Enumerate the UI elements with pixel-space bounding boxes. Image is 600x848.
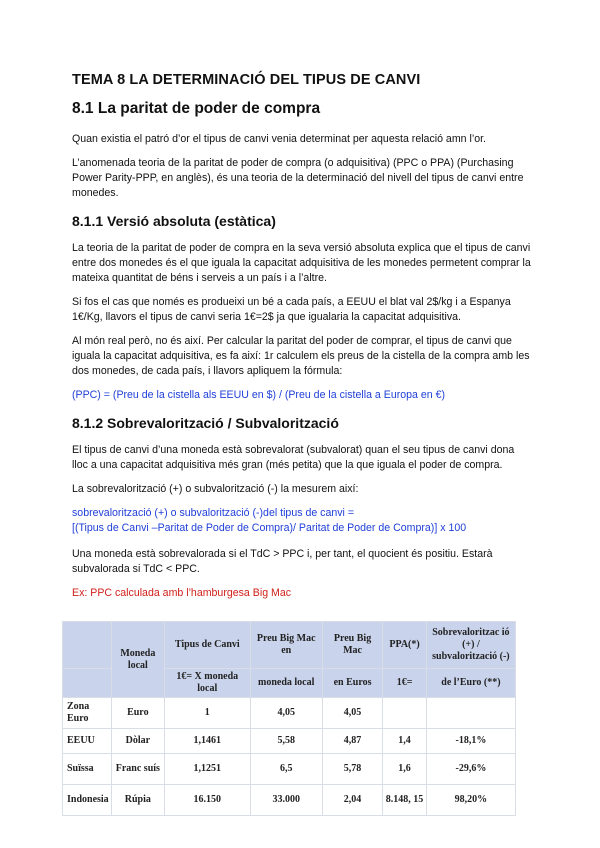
cell-preu-local: 33.000 <box>250 785 322 816</box>
paragraph-overvaluation-definition: El tipus de canvi d’una moneda està sobrevalorat (subvalorat) quan el seu tipus de canvi dona lloc a una capacitat adquisitiva més gran (més petita) que la que iguala el poder de compra. <box>72 444 515 471</box>
cell-zona: Indonesia <box>63 785 112 816</box>
header-empty <box>63 622 112 669</box>
header-tipus-canvi: Tipus de Canvi <box>164 622 250 669</box>
cell-sobre: -18,1% <box>426 729 515 754</box>
paragraph-measurement-intro: La sobrevalorització (+) o subvalorització (-) la mesurem així: <box>72 483 359 495</box>
cell-zona: EEUU <box>63 729 112 754</box>
subheader-de-euro: de l’Euro (**) <box>426 669 515 698</box>
formula-ppc: (PPC) = (Preu de la cistella als EEUU en $) / (Preu de la cistella a Europa en €) <box>72 389 446 401</box>
paragraph-overvalued-condition: Una moneda està sobrevalorada si el TdC > PPC i, per tant, el quocient és positiu. Estarà subvalorada si TdC < PPC. <box>72 548 493 575</box>
header-preu-big-mac: Preu Big Mac <box>322 622 382 669</box>
table-header-row <box>63 622 516 669</box>
paragraph-gold-standard: Quan existia el patró d’or el tipus de canvi venia determinat per aquesta relació amn l’or. <box>72 133 486 145</box>
subheader-en-euros: en Euros <box>322 669 382 698</box>
table-row <box>63 785 516 816</box>
paragraph-wheat-example: Si fos el cas que només es produeixi un bé a cada país, a EEUU el blat val 2$/kg i a Espanya 1€/Kg, llavors el tipus de canvi seria 1€=2$ ja que igualaria la capacitat adquisitiva. <box>72 296 511 323</box>
table-row <box>63 698 516 729</box>
table-row <box>63 729 516 754</box>
cell-preu-local: 6,5 <box>250 754 322 785</box>
cell-moneda: Euro <box>111 698 164 729</box>
cell-preu-local: 4,05 <box>250 698 322 729</box>
big-mac-table <box>62 621 516 816</box>
section-heading-8-1-1: 8.1.1 Versió absoluta (estàtica) <box>72 213 276 229</box>
cell-moneda: Rúpia <box>111 785 164 816</box>
document-page <box>72 72 532 610</box>
cell-moneda: Franc suís <box>111 754 164 785</box>
cell-sobre <box>426 698 515 729</box>
subheader-moneda-local: moneda local <box>250 669 322 698</box>
section-heading-8-1: 8.1 La paritat de poder de compra <box>72 100 321 117</box>
cell-preu-eur: 2,04 <box>322 785 382 816</box>
cell-moneda: Dòlar <box>111 729 164 754</box>
subheader-ppa: 1€= <box>383 669 427 698</box>
paragraph-real-world: Al món real però, no és així. Per calcular la paritat del poder de comprar, el tipus de canvi que iguala la capacitat adquisitiva, es fa així: 1r calculem els preus de la cistella de la compra amb les dos monedes, de cada país, i llavors apliquem la fórmula: <box>72 335 530 377</box>
header-sobrevaloritzacio: Sobrevaloritzac ió (+) / subvalorització (-) <box>426 622 515 669</box>
section-heading-8-1-2: 8.1.2 Sobrevalorització / Subvalorització <box>72 415 339 431</box>
cell-ppa: 1,4 <box>383 729 427 754</box>
cell-tipus: 1,1251 <box>164 754 250 785</box>
cell-preu-eur: 4,87 <box>322 729 382 754</box>
example-title: Ex: PPC calculada amb l’hamburgesa Big Mac <box>72 587 292 599</box>
formula-line-2: [(Tipus de Canvi –Paritat de Poder de Compra)/ Paritat de Poder de Compra)] x 100 <box>72 522 467 534</box>
cell-sobre: -29,6% <box>426 754 515 785</box>
cell-ppa: 8.148, 15 <box>383 785 427 816</box>
header-preu-big-mac-en: Preu Big Mac en <box>250 622 322 669</box>
cell-preu-local: 5,58 <box>250 729 322 754</box>
cell-tipus: 1,1461 <box>164 729 250 754</box>
cell-ppa: 1,6 <box>383 754 427 785</box>
header-moneda-local: Moneda local <box>111 622 164 698</box>
formula-line-1: sobrevalorització (+) o subvalorització (-)del tipus de canvi = <box>72 507 355 519</box>
cell-preu-eur: 4,05 <box>322 698 382 729</box>
header-ppa: PPA(*) <box>383 622 427 669</box>
cell-tipus: 1 <box>164 698 250 729</box>
document-title: TEMA 8 LA DETERMINACIÓ DEL TIPUS DE CANVI <box>72 72 421 88</box>
cell-sobre: 98,20% <box>426 785 515 816</box>
formula-overvaluation <box>72 506 532 536</box>
paragraph-absolute-version: La teoria de la paritat de poder de compra en la seva versió absoluta explica que el tipus de canvi entre dos monedes és el que iguala la capacitat adquisitiva de les monedes permetent comprar la mateixa quantitat de béns i serveis a un país i a l’altre. <box>72 242 531 284</box>
subheader-empty <box>63 669 112 698</box>
cell-tipus: 16.150 <box>164 785 250 816</box>
cell-preu-eur: 5,78 <box>322 754 382 785</box>
cell-zona: Zona Euro <box>63 698 112 729</box>
cell-ppa <box>383 698 427 729</box>
cell-zona: Suïssa <box>63 754 112 785</box>
paragraph-ppp-definition: L’anomenada teoria de la paritat de poder de compra (o adquisitiva) (PPC o PPA) (Purchasing Power Parity-PPP, en anglès), és una teoria de la determinació del nivell del tipus de canvi entre monedes. <box>72 157 524 199</box>
table-row <box>63 754 516 785</box>
subheader-tipus-canvi: 1€= X moneda local <box>164 669 250 698</box>
